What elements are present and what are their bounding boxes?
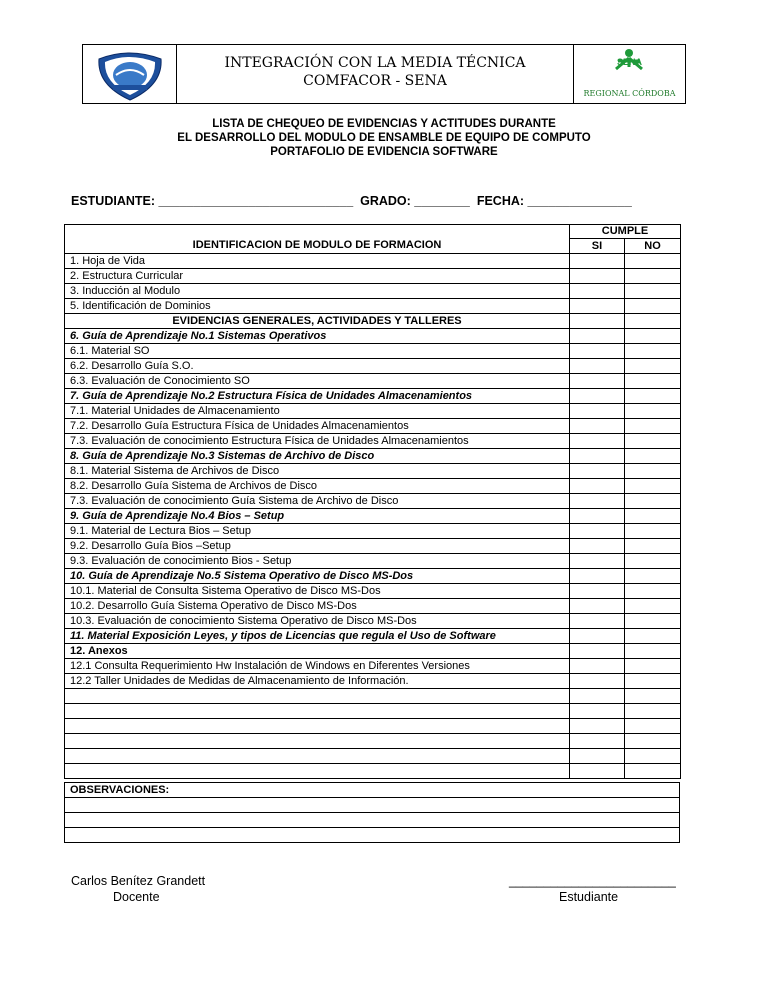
checkbox-si[interactable] — [570, 539, 625, 554]
checkbox-si[interactable] — [570, 554, 625, 569]
item-label: 12.2 Taller Unidades de Medidas de Almacenamiento de Información. — [65, 674, 570, 689]
checkbox-si[interactable] — [570, 584, 625, 599]
item-label — [65, 734, 570, 749]
checkbox-no[interactable] — [625, 509, 681, 524]
table-row — [65, 389, 681, 404]
item-label: 6.3. Evaluación de Conocimiento SO — [65, 374, 570, 389]
item-label: 10.2. Desarrollo Guía Sistema Operativo de Disco MS-Dos — [65, 599, 570, 614]
table-row — [65, 734, 681, 749]
table-row — [65, 314, 681, 329]
table-row — [65, 449, 681, 464]
table-row — [65, 569, 681, 584]
checkbox-no[interactable] — [625, 314, 681, 329]
checkbox-no[interactable] — [625, 464, 681, 479]
table-row — [65, 719, 681, 734]
checkbox-no[interactable] — [625, 299, 681, 314]
checkbox-no[interactable] — [625, 434, 681, 449]
item-label — [65, 719, 570, 734]
header-title — [176, 54, 574, 90]
observaciones-line[interactable] — [65, 813, 680, 828]
checklist-table — [64, 224, 681, 779]
checkbox-no[interactable] — [625, 569, 681, 584]
sena-logo-cell — [573, 45, 685, 103]
checkbox-si[interactable] — [570, 314, 625, 329]
item-label: 9.3. Evaluación de conocimiento Bios - Setup — [65, 554, 570, 569]
table-row — [65, 359, 681, 374]
checkbox-si[interactable] — [570, 329, 625, 344]
header-title-line1: INTEGRACIÓN CON LA MEDIA TÉCNICA — [224, 55, 526, 71]
checkbox-no[interactable] — [625, 479, 681, 494]
item-label: 9. Guía de Aprendizaje No.4 Bios – Setup — [65, 509, 570, 524]
checkbox-si[interactable] — [570, 389, 625, 404]
table-row — [65, 269, 681, 284]
checkbox-no[interactable] — [625, 674, 681, 689]
header-cumple: CUMPLE — [570, 225, 681, 239]
checkbox-si[interactable] — [570, 644, 625, 659]
observaciones-table — [64, 782, 680, 843]
table-row — [65, 464, 681, 479]
checkbox-si[interactable] — [570, 284, 625, 299]
checkbox-no[interactable] — [625, 539, 681, 554]
item-label: 8.1. Material Sistema de Archivos de Disco — [65, 464, 570, 479]
item-label: 12. Anexos — [65, 644, 570, 659]
teacher-role: Docente — [113, 890, 160, 904]
checkbox-si[interactable] — [570, 734, 625, 749]
subtitle-line2: EL DESARROLLO DEL MODULO DE ENSAMBLE DE EQUIPO DE COMPUTO — [177, 132, 591, 144]
item-label: 5. Identificación de Dominios — [65, 299, 570, 314]
item-label: 6.2. Desarrollo Guía S.O. — [65, 359, 570, 374]
table-row — [65, 434, 681, 449]
sena-logo-text: SENA — [616, 57, 642, 67]
checkbox-si[interactable] — [570, 599, 625, 614]
checkbox-no[interactable] — [625, 554, 681, 569]
checkbox-si[interactable] — [570, 524, 625, 539]
observaciones-line[interactable] — [65, 798, 680, 813]
item-label: 7. Guía de Aprendizaje No.2 Estructura Física de Unidades Almacenamientos — [65, 389, 570, 404]
table-row — [65, 659, 681, 674]
checkbox-no[interactable] — [625, 254, 681, 269]
checkbox-si[interactable] — [570, 749, 625, 764]
table-row — [65, 539, 681, 554]
table-row — [65, 299, 681, 314]
checkbox-no[interactable] — [625, 359, 681, 374]
item-label: 7.3. Evaluación de conocimiento Estructura Física de Unidades Almacenamientos — [65, 434, 570, 449]
table-row — [65, 509, 681, 524]
checkbox-si[interactable] — [570, 254, 625, 269]
item-label: 7.2. Desarrollo Guía Estructura Física de Unidades Almacenamientos — [65, 419, 570, 434]
item-label: 1. Hoja de Vida — [65, 254, 570, 269]
checkbox-no[interactable] — [625, 524, 681, 539]
checkbox-no[interactable] — [625, 599, 681, 614]
item-label — [65, 689, 570, 704]
checkbox-no[interactable] — [625, 689, 681, 704]
table-row — [65, 479, 681, 494]
header-box — [82, 44, 686, 104]
checkbox-no[interactable] — [625, 494, 681, 509]
checkbox-si[interactable] — [570, 509, 625, 524]
checkbox-si[interactable] — [570, 449, 625, 464]
item-label: 8. Guía de Aprendizaje No.3 Sistemas de Archivo de Disco — [65, 449, 570, 464]
table-row — [65, 599, 681, 614]
checkbox-no[interactable] — [625, 749, 681, 764]
checkbox-si[interactable] — [570, 764, 625, 779]
observaciones-label: OBSERVACIONES: — [65, 783, 680, 798]
table-row — [65, 284, 681, 299]
checkbox-si[interactable] — [570, 344, 625, 359]
checkbox-si[interactable] — [570, 299, 625, 314]
checklist-body — [65, 225, 681, 779]
checkbox-si[interactable] — [570, 374, 625, 389]
table-row — [65, 374, 681, 389]
checkbox-si[interactable] — [570, 629, 625, 644]
checkbox-si[interactable] — [570, 704, 625, 719]
item-label: 10. Guía de Aprendizaje No.5 Sistema Operativo de Disco MS-Dos — [65, 569, 570, 584]
table-row — [65, 749, 681, 764]
checkbox-no[interactable] — [625, 344, 681, 359]
table-row — [65, 344, 681, 359]
checkbox-si[interactable] — [570, 494, 625, 509]
checkbox-si[interactable] — [570, 479, 625, 494]
header-identificacion: IDENTIFICACION DE MODULO DE FORMACION — [65, 225, 570, 254]
item-label: 10.3. Evaluación de conocimiento Sistema Operativo de Disco MS-Dos — [65, 614, 570, 629]
header-title-line2: COMFACOR - SENA — [303, 73, 447, 89]
table-row — [65, 584, 681, 599]
table-row — [65, 329, 681, 344]
student-grade-date-fields[interactable]: ESTUDIANTE: ____________________________ GRADO: ________ FECHA: _______________ — [71, 194, 632, 208]
table-row — [65, 689, 681, 704]
item-label: 10.1. Material de Consulta Sistema Operativo de Disco MS-Dos — [65, 584, 570, 599]
teacher-name: Carlos Benítez Grandett — [71, 874, 206, 888]
table-row — [65, 524, 681, 539]
checkbox-si[interactable] — [570, 614, 625, 629]
checkbox-no[interactable] — [625, 764, 681, 779]
item-label — [65, 749, 570, 764]
table-row — [65, 554, 681, 569]
checkbox-no[interactable] — [625, 584, 681, 599]
checkbox-no[interactable] — [625, 284, 681, 299]
table-row — [65, 614, 681, 629]
subtitle-line1: LISTA DE CHEQUEO DE EVIDENCIAS Y ACTITUDES DURANTE — [212, 118, 556, 130]
table-row — [65, 404, 681, 419]
header-si: SI — [570, 239, 625, 254]
checkbox-no[interactable] — [625, 374, 681, 389]
table-row — [65, 674, 681, 689]
checkbox-no[interactable] — [625, 329, 681, 344]
checkbox-no[interactable] — [625, 404, 681, 419]
checkbox-si[interactable] — [570, 434, 625, 449]
checkbox-si[interactable] — [570, 659, 625, 674]
subtitle-line3: PORTAFOLIO DE EVIDENCIA SOFTWARE — [270, 146, 498, 158]
item-label: 9.2. Desarrollo Guía Bios –Setup — [65, 539, 570, 554]
checkbox-no[interactable] — [625, 644, 681, 659]
checkbox-no[interactable] — [625, 629, 681, 644]
checkbox-no[interactable] — [625, 734, 681, 749]
checkbox-no[interactable] — [625, 614, 681, 629]
checkbox-si[interactable] — [570, 404, 625, 419]
item-label — [65, 764, 570, 779]
checkbox-no[interactable] — [625, 419, 681, 434]
item-label: 12.1 Consulta Requerimiento Hw Instalación de Windows en Diferentes Versiones — [65, 659, 570, 674]
checkbox-si[interactable] — [570, 464, 625, 479]
table-row — [65, 419, 681, 434]
table-row — [65, 644, 681, 659]
item-label: 7.1. Material Unidades de Almacenamiento — [65, 404, 570, 419]
section-heading: EVIDENCIAS GENERALES, ACTIVIDADES Y TALLERES — [65, 314, 570, 329]
table-row — [65, 254, 681, 269]
item-label: 2. Estructura Curricular — [65, 269, 570, 284]
school-logo-cell — [83, 45, 177, 103]
checkbox-no[interactable] — [625, 269, 681, 284]
item-label: 8.2. Desarrollo Guía Sistema de Archivos de Disco — [65, 479, 570, 494]
checkbox-si[interactable] — [570, 269, 625, 284]
table-header-row — [65, 225, 681, 239]
header-no: NO — [625, 239, 681, 254]
regional-label: REGIONAL CÓRDOBA — [583, 89, 676, 98]
table-row — [65, 494, 681, 509]
checkbox-no[interactable] — [625, 389, 681, 404]
checkbox-si[interactable] — [570, 419, 625, 434]
observaciones-line[interactable] — [65, 828, 680, 843]
checkbox-no[interactable] — [625, 659, 681, 674]
checkbox-no[interactable] — [625, 719, 681, 734]
item-label: 7.3. Evaluación de conocimiento Guía Sistema de Archivo de Disco — [65, 494, 570, 509]
item-label: 11. Material Exposición Leyes, y tipos de Licencias que regula el Uso de Software — [65, 629, 570, 644]
checkbox-no[interactable] — [625, 449, 681, 464]
checkbox-no[interactable] — [625, 704, 681, 719]
school-shield-logo — [83, 45, 176, 103]
checkbox-si[interactable] — [570, 359, 625, 374]
table-row — [65, 629, 681, 644]
student-role: Estudiante — [559, 890, 619, 904]
item-label: 3. Inducción al Modulo — [65, 284, 570, 299]
checkbox-si[interactable] — [570, 689, 625, 704]
item-label — [65, 704, 570, 719]
table-row — [65, 704, 681, 719]
item-label: 6. Guía de Aprendizaje No.1 Sistemas Operativos — [65, 329, 570, 344]
item-label: 6.1. Material SO — [65, 344, 570, 359]
checkbox-si[interactable] — [570, 674, 625, 689]
checkbox-si[interactable] — [570, 569, 625, 584]
student-signature-line[interactable]: ________________________ — [509, 874, 676, 888]
item-label: 9.1. Material de Lectura Bios – Setup — [65, 524, 570, 539]
table-row — [65, 764, 681, 779]
checkbox-si[interactable] — [570, 719, 625, 734]
